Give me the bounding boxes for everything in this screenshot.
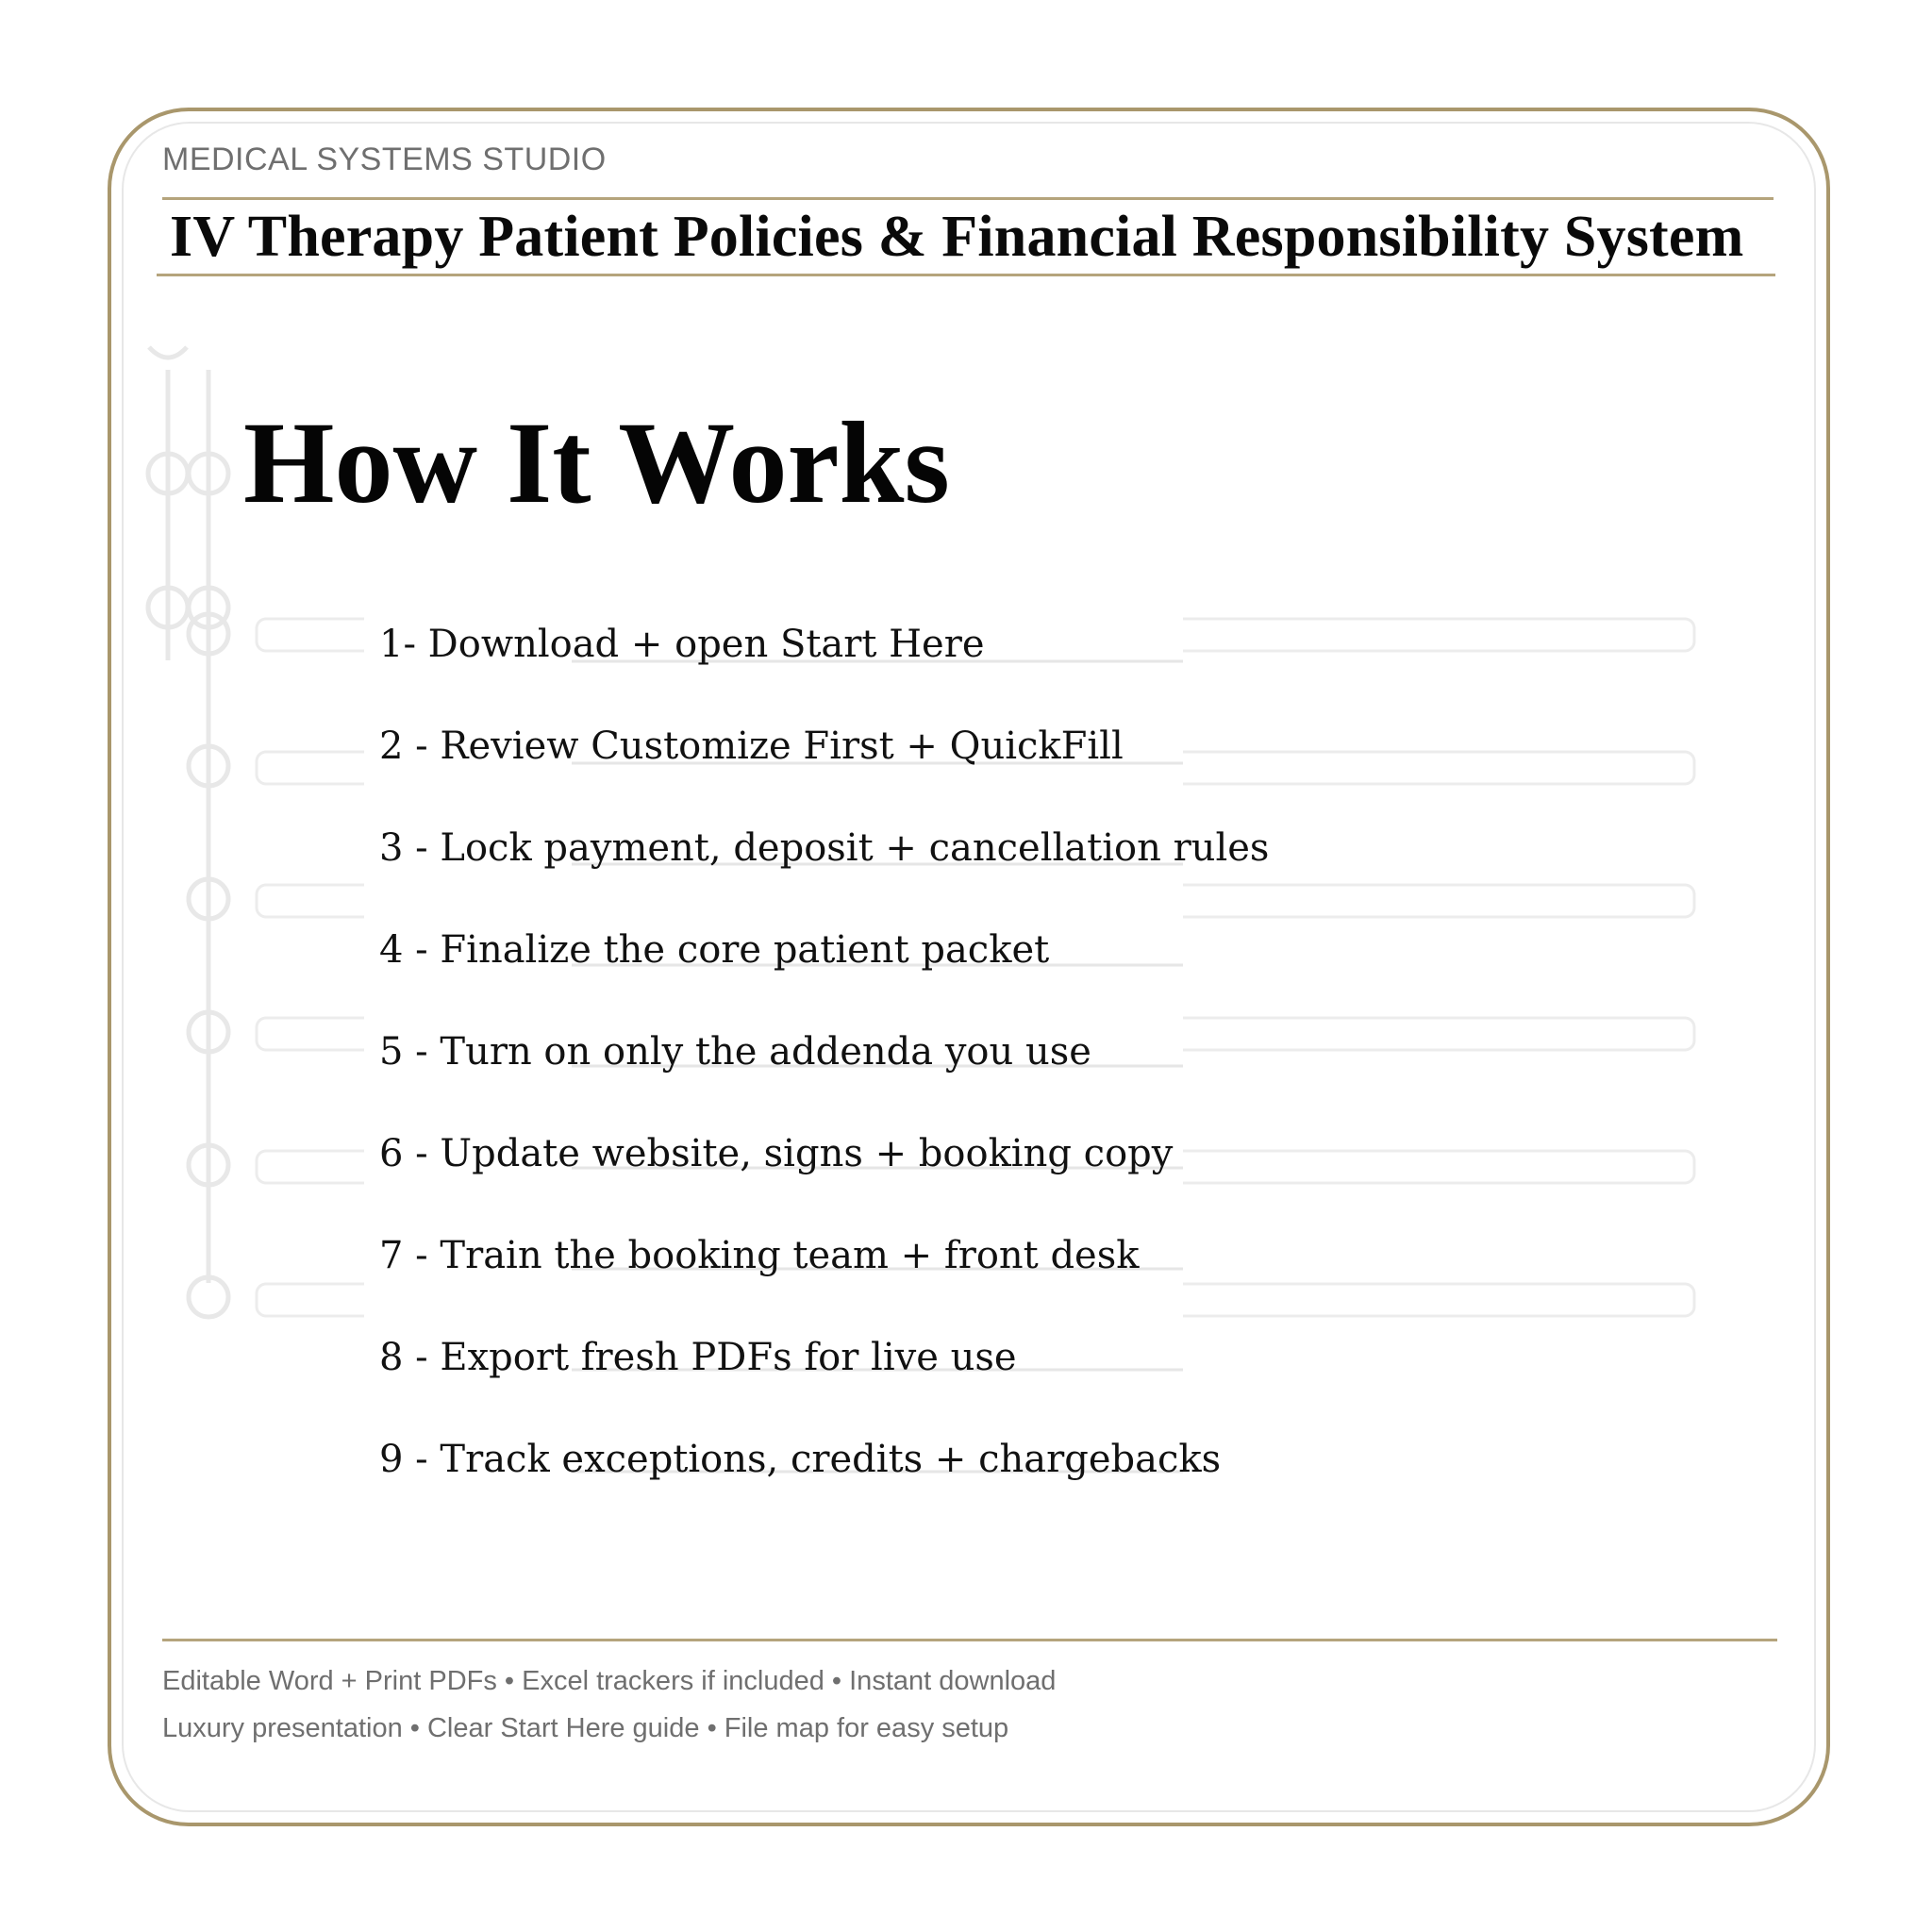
footer-features-line-2: Luxury presentation • Clear Start Here guide • File map for easy setup	[162, 1713, 1009, 1743]
step-item: 3 - Lock payment, deposit + cancellation rules	[379, 826, 1270, 870]
step-item: 7 - Train the booking team + front desk	[379, 1234, 1140, 1277]
step-item: 2 - Review Customize First + QuickFill	[379, 724, 1124, 768]
step-item: 4 - Finalize the core patient packet	[379, 928, 1050, 972]
step-item: 6 - Update website, signs + booking copy	[379, 1132, 1174, 1175]
step-item: 5 - Turn on only the addenda you use	[379, 1030, 1091, 1074]
step-item: 9 - Track exceptions, credits + chargebacks	[379, 1438, 1222, 1481]
page-title: IV Therapy Patient Policies & Financial Responsibility System	[170, 205, 1744, 269]
step-item: 1- Download + open Start Here	[379, 623, 985, 666]
step-item: 8 - Export fresh PDFs for live use	[379, 1336, 1017, 1379]
footer-rule	[162, 1639, 1777, 1641]
footer-features-line-1: Editable Word + Print PDFs • Excel trackers if included • Instant download	[162, 1666, 1057, 1696]
section-heading: How It Works	[243, 398, 950, 527]
brand-name: MEDICAL SYSTEMS STUDIO	[162, 142, 607, 177]
steps-list	[379, 618, 1269, 1535]
